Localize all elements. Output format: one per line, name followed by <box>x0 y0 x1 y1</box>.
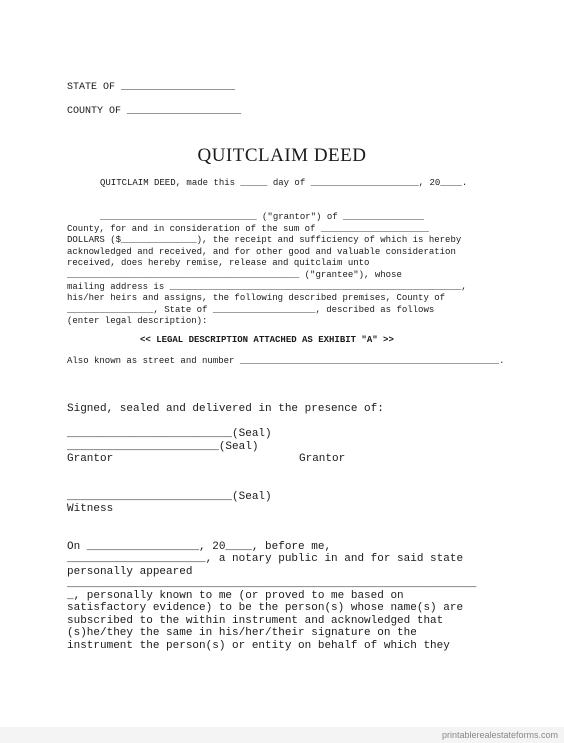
also-known-line: Also known as street and number ________________________________________________. <box>67 356 505 366</box>
notary-line: instrument the person(s) or entity on behalf of which they <box>67 640 450 652</box>
body-line: DOLLARS ($______________), the receipt and sufficiency of which is hereby <box>67 235 462 246</box>
notary-line: (s)he/they the same in his/her/their signature on the <box>67 627 417 639</box>
county-line: COUNTY OF ___________________ <box>67 106 242 117</box>
site-watermark: printablerealestateforms.com <box>441 730 558 740</box>
body-line: ________________, State of ___________________, described as follows <box>67 304 435 315</box>
legal-description-note: << LEGAL DESCRIPTION ATTACHED AS EXHIBIT "A" >> <box>140 335 394 345</box>
intro-line: QUITCLAIM DEED, made this _____ day of ____________________, 20____. <box>100 178 468 188</box>
grantor-seal-line-1: _________________________(Seal) <box>67 428 272 440</box>
body-line: acknowledged and received, and for other good and valuable consideration <box>67 246 456 257</box>
notary-line: _, personally known to me (or proved to me based on <box>67 590 404 602</box>
witness-seal-line: _________________________(Seal) <box>67 491 272 503</box>
notary-line: subscribed to the within instrument and acknowledged that <box>67 615 444 627</box>
body-line: (enter legal description): <box>67 316 208 327</box>
notary-line: On _________________, 20____, before me, <box>67 541 332 553</box>
body-line-mailing: mailing address is ______________________________________________________, <box>67 281 467 292</box>
notary-line: _____________________, a notary public in and for said state <box>67 553 464 565</box>
document-title: QUITCLAIM DEED <box>197 145 367 166</box>
grantor-seal-line-2: _______________________(Seal) <box>67 441 259 453</box>
body-line: his/her heirs and assigns, the following described premises, County of <box>67 293 446 304</box>
body-line-grantor: _____________________________ ("grantor") of _______________ <box>100 212 425 222</box>
notary-line: ______________________________________________________________ <box>67 578 477 590</box>
body-line-grantee: ___________________________________________ ("grantee"), whose <box>67 270 402 280</box>
body-line: received, does hereby remise, release and quitclaim unto <box>67 258 370 269</box>
body-line: County, for and in consideration of the sum of ____________________ <box>67 223 429 234</box>
notary-line: personally appeared <box>67 566 193 578</box>
state-line: STATE OF ___________________ <box>67 82 236 93</box>
grantor-label-left: Grantor <box>67 453 114 465</box>
witness-label: Witness <box>67 503 114 515</box>
grantor-label-right: Grantor <box>299 453 346 465</box>
signed-sealed-line: Signed, sealed and delivered in the presence of: <box>67 403 384 415</box>
notary-line: satisfactory evidence) to be the person(s) whose name(s) are <box>67 602 464 614</box>
